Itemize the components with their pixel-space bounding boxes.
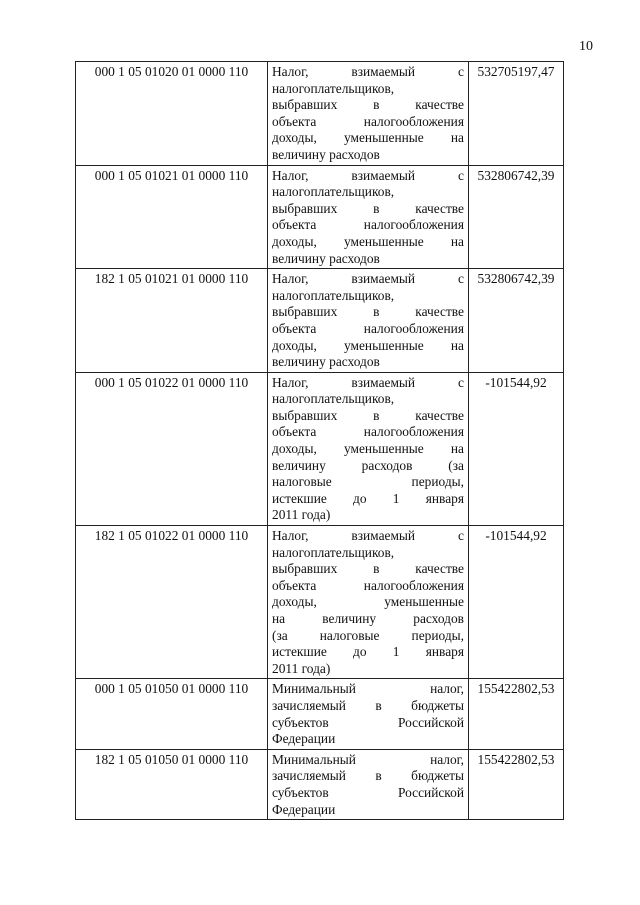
table-row — [76, 269, 564, 373]
amount-cell: 532806742,39 — [469, 269, 564, 373]
revenue-name-line: на величину расходов — [272, 611, 464, 626]
revenue-name-line: 2011 года) — [272, 660, 331, 676]
revenue-name-line: налогоплательщиков, — [272, 391, 395, 407]
table-row — [76, 526, 564, 679]
table-row — [76, 679, 564, 749]
revenue-name-cell — [268, 679, 469, 749]
revenue-name-line: 2011 года) — [272, 507, 331, 523]
revenue-name-line: доходы, уменьшенные на — [272, 441, 464, 457]
revenue-name-line: Минимальный налог, — [272, 751, 464, 767]
revenue-name-line: объекта налогообложения — [272, 577, 464, 593]
revenue-name-cell — [268, 62, 469, 166]
revenue-name-line: налогоплательщиков, — [272, 544, 395, 560]
revenue-name-cell — [268, 165, 469, 269]
classification-code-cell: 000 1 05 01050 01 0000 110 — [76, 679, 268, 749]
classification-code-cell: 182 1 05 01022 01 0000 110 — [76, 526, 268, 679]
table-row — [76, 372, 564, 525]
revenue-name-line: объекта налогообложения — [272, 424, 464, 440]
amount-cell: -101544,92 — [469, 526, 564, 679]
revenue-name-line: зачисляемый в бюджеты — [272, 697, 464, 713]
revenue-name-line: истекшие до 1 января — [272, 644, 464, 660]
revenue-name-line: величину расходов (за — [272, 457, 464, 473]
revenue-name-line: Налог, взимаемый с — [272, 167, 464, 183]
revenue-name-line: объекта налогообложения — [272, 113, 464, 129]
revenue-name-line: Минимальный налог, — [272, 681, 464, 697]
revenue-name-line: налогоплательщиков, — [272, 184, 395, 200]
classification-code-cell: 000 1 05 01021 01 0000 110 — [76, 165, 268, 269]
classification-code-cell: 182 1 05 01021 01 0000 110 — [76, 269, 268, 373]
revenue-name-cell — [268, 749, 469, 819]
revenue-name-line: доходы, уменьшенные на — [272, 130, 464, 146]
revenue-name-line: субъектов Российской — [272, 784, 464, 800]
classification-code-cell: 182 1 05 01050 01 0000 110 — [76, 749, 268, 819]
revenue-name-line: объекта налогообложения — [272, 217, 464, 233]
revenue-name-line: зачисляемый в бюджеты — [272, 768, 464, 784]
table-body — [76, 62, 564, 820]
revenue-name-line: выбравших в качестве — [272, 304, 464, 320]
amount-cell: 155422802,53 — [469, 749, 564, 819]
amount-cell: 155422802,53 — [469, 679, 564, 749]
revenue-name-cell — [268, 526, 469, 679]
revenue-name-line: доходы, уменьшенные на — [272, 337, 464, 353]
page-number: 10 — [579, 39, 593, 54]
amount-cell: -101544,92 — [469, 372, 564, 525]
revenue-name-line: налогоплательщиков, — [272, 80, 395, 96]
revenue-name-line: Налог, взимаемый с — [272, 374, 464, 390]
revenue-name-line: доходы, уменьшенные на — [272, 233, 464, 249]
revenue-name-line: выбравших в качестве — [272, 407, 464, 423]
budget-revenue-table — [75, 61, 564, 820]
revenue-name-line: Федерации — [272, 801, 336, 817]
revenue-name-line: выбравших в качестве — [272, 97, 464, 113]
revenue-name-cell — [268, 372, 469, 525]
revenue-name-line: Налог, взимаемый с — [272, 271, 464, 287]
revenue-name-line: истекшие до 1 января — [272, 490, 464, 506]
revenue-name-line: Налог, взимаемый с — [272, 64, 464, 79]
amount-cell: 532806742,39 — [469, 165, 564, 269]
revenue-name-line: (за налоговые периоды, — [272, 627, 464, 643]
amount-cell: 532705197,47 — [469, 62, 564, 166]
classification-code-cell: 000 1 05 01020 01 0000 110 — [76, 62, 268, 166]
table-row — [76, 749, 564, 819]
revenue-name-line: выбравших в качестве — [272, 200, 464, 216]
revenue-name-line: величину расходов — [272, 250, 380, 266]
classification-code-cell: 000 1 05 01022 01 0000 110 — [76, 372, 268, 525]
revenue-name-line: объекта налогообложения — [272, 320, 464, 336]
revenue-name-line: Налог, взимаемый с — [272, 528, 464, 544]
revenue-name-line: субъектов Российской — [272, 714, 464, 730]
revenue-name-cell — [268, 269, 469, 373]
revenue-name-line: величину расходов — [272, 146, 380, 162]
revenue-name-line: налогоплательщиков, — [272, 287, 395, 303]
revenue-name-line: выбравших в качестве — [272, 561, 464, 577]
table-row — [76, 165, 564, 269]
revenue-name-line: налоговые периоды, — [272, 474, 464, 490]
revenue-name-line: доходы, уменьшенные — [272, 594, 464, 610]
revenue-name-line: величину расходов — [272, 354, 380, 370]
revenue-name-line: Федерации — [272, 731, 336, 747]
table-row — [76, 62, 564, 166]
